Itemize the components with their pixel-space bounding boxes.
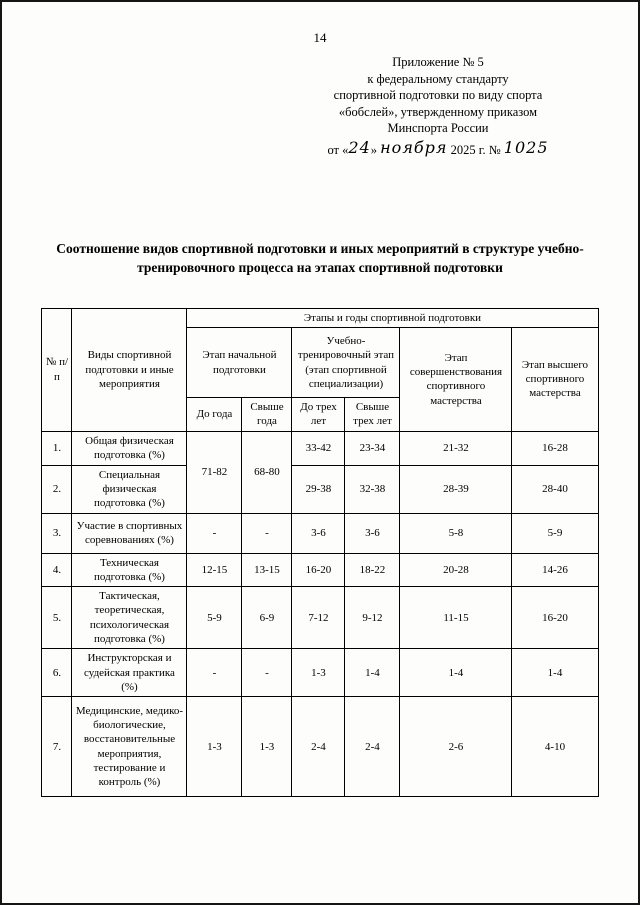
table-cell: 16-20	[512, 587, 598, 649]
table-row	[42, 553, 598, 587]
table-cell: 4-10	[512, 697, 598, 797]
row-number-cell: 3.	[42, 513, 72, 553]
header-sub-initial-2: Свыше года	[242, 398, 292, 432]
document-title: Соотношение видов спортивной подготовки и иных мероприятий в структуре учебно-тренировочного процесса на этапах спортивной подготовки	[56, 240, 584, 276]
table-cell: 6-9	[242, 587, 292, 649]
table-cell: 21-32	[400, 431, 512, 465]
header-training-stage: Учебно-тренировочный этап (этап спортивной специализации)	[292, 328, 400, 398]
appendix-line: Приложение № 5	[392, 55, 484, 69]
table-cell: 71-82	[187, 431, 242, 513]
table-cell: 20-28	[400, 553, 512, 587]
appendix-block	[248, 54, 628, 159]
appendix-line: к федеральному стандарту	[367, 71, 509, 86]
table-cell: 2-4	[345, 697, 400, 797]
table-row	[42, 431, 598, 465]
table-cell: 1-4	[345, 649, 400, 697]
row-name-cell: Специальная физическая подготовка (%)	[72, 465, 187, 513]
appendix-line: «бобслей», утвержденному приказом	[338, 104, 538, 119]
table-cell: 9-12	[345, 587, 400, 649]
header-initial-stage: Этап начальной подготовки	[187, 328, 292, 398]
table-cell: 2-6	[400, 697, 512, 797]
row-name-cell: Участие в спортивных соревнованиях (%)	[72, 513, 187, 553]
row-name-cell: Медицинские, медико-биологические, восстановительные мероприятия, тестирование и контроль (%)	[72, 697, 187, 797]
handwritten-day: 24	[348, 137, 371, 157]
handwritten-doc-number: 1025	[503, 137, 549, 157]
table-cell: 1-3	[292, 649, 345, 697]
table-row	[42, 587, 598, 649]
table-cell: -	[187, 513, 242, 553]
table-cell: 16-28	[512, 431, 598, 465]
table-cell: -	[242, 649, 292, 697]
row-name-cell: Инструкторская и судейская практика (%)	[72, 649, 187, 697]
table-cell: -	[242, 513, 292, 553]
page-number: 14	[313, 30, 327, 45]
header-num: № п/п	[42, 308, 72, 431]
date-mid: »	[370, 142, 381, 157]
header-stages-group: Этапы и годы спортивной подготовки	[187, 308, 598, 327]
table-cell: 18-22	[345, 553, 400, 587]
table-cell: 13-15	[242, 553, 292, 587]
table-cell: 7-12	[292, 587, 345, 649]
table-cell: 28-40	[512, 465, 598, 513]
date-prefix: от «	[327, 142, 349, 157]
row-number-cell: 2.	[42, 465, 72, 513]
table-cell: 5-9	[187, 587, 242, 649]
table-cell: 5-8	[400, 513, 512, 553]
table-cell: 14-26	[512, 553, 598, 587]
row-name-cell: Техническая подготовка (%)	[72, 553, 187, 587]
table-cell: 5-9	[512, 513, 598, 553]
table-cell: 2-4	[292, 697, 345, 797]
table-row	[42, 649, 598, 697]
header-improvement-stage: Этап совершенствования спортивного мастерства	[400, 328, 512, 432]
table-cell: 68-80	[242, 431, 292, 513]
header-sub-training-2: Свыше трех лет	[345, 398, 400, 432]
table-row	[42, 465, 598, 513]
table-cell: 32-38	[345, 465, 400, 513]
row-number-cell: 7.	[42, 697, 72, 797]
training-structure-table	[41, 308, 598, 797]
appendix-line: спортивной подготовки по виду спорта	[333, 88, 543, 102]
row-number-cell: 1.	[42, 431, 72, 465]
table-cell: 29-38	[292, 465, 345, 513]
table-row	[42, 697, 598, 797]
appendix-date-line	[248, 138, 628, 159]
row-number-cell: 6.	[42, 649, 72, 697]
table-cell: 12-15	[187, 553, 242, 587]
table-cell: 16-20	[292, 553, 345, 587]
table-cell: 3-6	[345, 513, 400, 553]
header-sub-initial-1: До года	[187, 398, 242, 432]
handwritten-month: ноября	[380, 137, 448, 157]
table-cell: 1-3	[242, 697, 292, 797]
row-number-cell: 5.	[42, 587, 72, 649]
table-cell: 11-15	[400, 587, 512, 649]
table-cell: 33-42	[292, 431, 345, 465]
row-number-cell: 4.	[42, 553, 72, 587]
appendix-line: Минспорта России	[387, 121, 489, 135]
date-suffix: 2025 г. №	[447, 142, 504, 157]
header-highest-stage: Этап высшего спортивного мастерства	[512, 328, 598, 432]
table-cell: 28-39	[400, 465, 512, 513]
table-cell: 1-3	[187, 697, 242, 797]
table-cell: 23-34	[345, 431, 400, 465]
table-cell: 1-4	[512, 649, 598, 697]
table-cell: 3-6	[292, 513, 345, 553]
table-row	[42, 513, 598, 553]
row-name-cell: Общая физическая подготовка (%)	[72, 431, 187, 465]
table-cell: -	[187, 649, 242, 697]
row-name-cell: Тактическая, теоретическая, психологическая подготовка (%)	[72, 587, 187, 649]
table-cell: 1-4	[400, 649, 512, 697]
header-sub-training-1: До трех лет	[292, 398, 345, 432]
header-kinds: Виды спортивной подготовки и иные мероприятия	[72, 308, 187, 431]
